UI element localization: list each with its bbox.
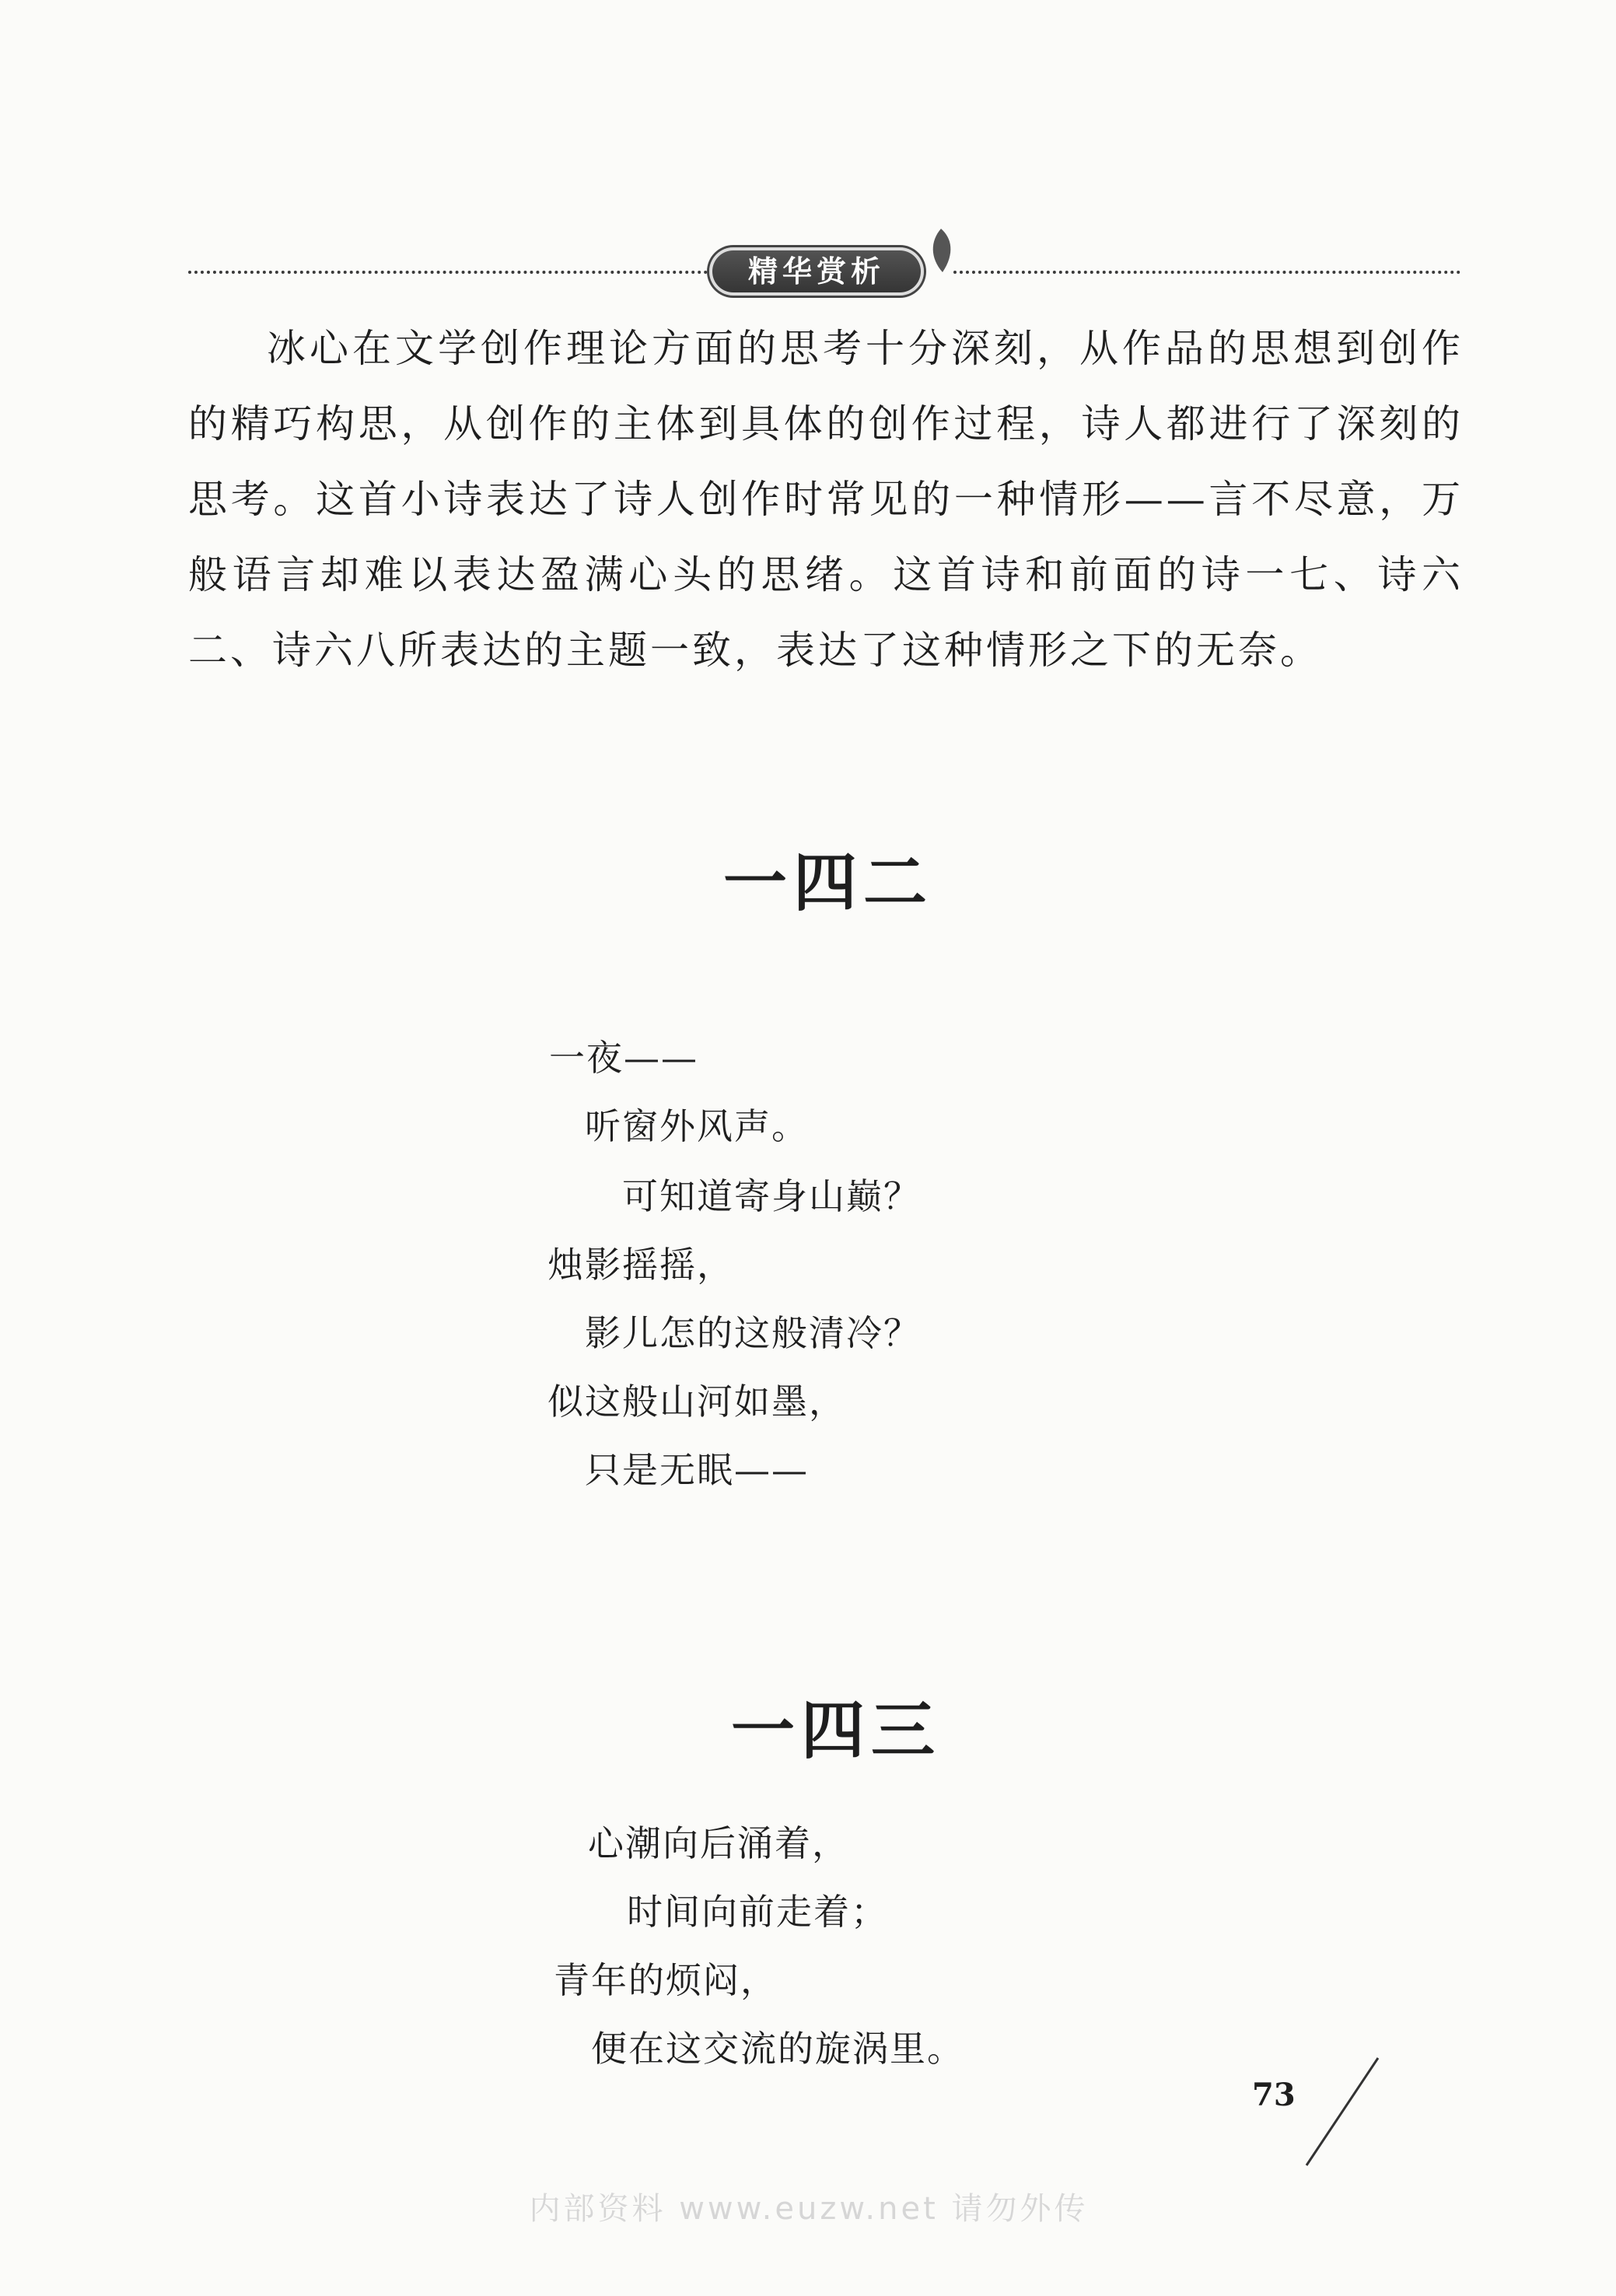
poem-142-line-4: 烛影摇摇， (547, 1244, 734, 1286)
analysis-text: 冰心在文学创作理论方面的思考十分深刻，从作品的思想到创作的精巧构思，从创作的主体到具体的创作过程，诗人都进行了深刻的思考。这首小诗表达了诗人创作时常见的一种情形——言不尽意，万般语言却难以表达盈满心头的思绪。这首诗和前面的诗一七、诗六二、诗六八所表达的主题一致，表达了这种情形之下的无奈。 (188, 326, 1464, 673)
poem-number-143: 一四三 (731, 1694, 942, 1768)
leaf-icon (925, 227, 957, 275)
poem-142-line-7: 只是无眠—— (585, 1449, 809, 1491)
page-number: 73 (1252, 2077, 1296, 2113)
poem-143-line-2: 时间向前走着； (627, 1891, 888, 1933)
poem-142-line-3: 可知道寄身山巅？ (622, 1175, 921, 1217)
analysis-paragraph (188, 311, 1464, 688)
poem-143-line-1: 心潮向后涌着， (588, 1822, 849, 1864)
poem-143-line-4: 便在这交流的旋涡里。 (591, 2028, 964, 2070)
poem-142-line-5: 影儿怎的这般清冷？ (585, 1312, 921, 1354)
poem-142-line-2: 听窗外风声。 (585, 1105, 809, 1147)
poem-number-142: 一四二 (723, 846, 934, 920)
section-badge: 精华赏析 (709, 247, 924, 296)
header-divider-left (188, 271, 708, 274)
poem-143-line-3: 青年的烦闷， (554, 1959, 778, 2001)
poem-142-line-6: 似这般山河如墨， (547, 1381, 846, 1423)
watermark: 内部资料 www.euzw.net 请勿外传 (529, 2191, 1089, 2227)
page-corner-slash (1300, 2053, 1386, 2170)
header-divider-right (953, 271, 1460, 274)
poem-142-line-1: 一夜—— (549, 1037, 698, 1079)
